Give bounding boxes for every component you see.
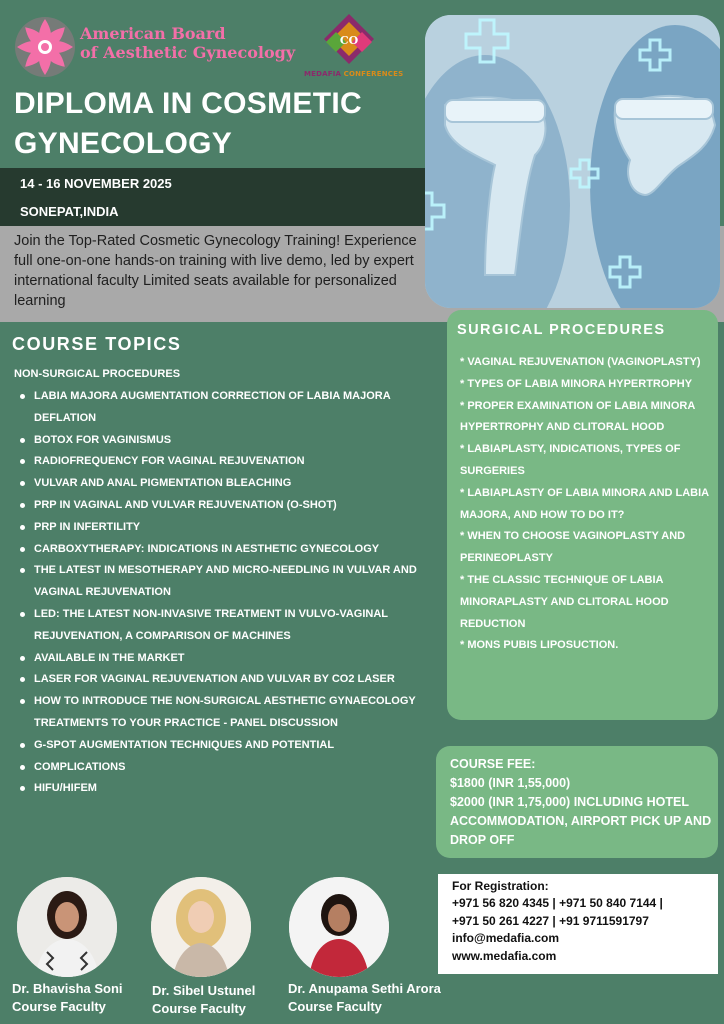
avatar-bhavisha-soni <box>17 877 117 977</box>
registration-phones-2: +971 50 261 4227 | +91 9711591797 <box>452 913 649 928</box>
aabg-lotus-logo <box>14 16 76 78</box>
gloved-hands-illustration <box>425 15 720 308</box>
faculty-1 <box>12 980 123 1016</box>
event-dates: 14 - 16 NOVEMBER 2025 <box>20 176 172 191</box>
list-item: G-SPOT AUGMENTATION TECHNIQUES AND POTENTIAL <box>20 735 430 757</box>
hero-photo-gloved-hands <box>425 15 720 308</box>
svg-text:CO: CO <box>339 34 359 47</box>
course-topics-list <box>20 386 430 800</box>
surgical-procedures-heading: SURGICAL PROCEDURES <box>457 322 666 338</box>
list-item: LED: THE LATEST NON-INVASIVE TREATMENT IN VULVO-VAGINAL REJUVENATION, A COMPARISON OF MACHINES <box>20 604 430 648</box>
board-name: American Board of Aesthetic Gynecology <box>80 24 296 62</box>
list-item: BOTOX FOR VAGINISMUS <box>20 430 430 452</box>
faculty-3 <box>288 980 441 1016</box>
list-item: RADIOFREQUENCY FOR VAGINAL REJUVENATION <box>20 451 430 473</box>
list-item: HIFU/HIFEM <box>20 778 430 800</box>
faculty-role: Course Faculty <box>12 999 106 1014</box>
list-item: LASER FOR VAGINAL REJUVENATION AND VULVAR BY CO2 LASER <box>20 669 430 691</box>
fee-option-1: $1800 (INR 1,55,000) <box>450 776 571 790</box>
list-item: COMPLICATIONS <box>20 757 430 779</box>
list-item: * TYPES OF LABIA MINORA HYPERTROPHY <box>460 377 693 390</box>
registration-label: For Registration: <box>452 879 549 893</box>
event-location: SONEPAT,INDIA <box>20 204 119 219</box>
avatar-anupama-sethi-arora <box>289 877 389 977</box>
non-surgical-subheading: NON-SURGICAL PROCEDURES <box>14 368 181 380</box>
course-fee <box>450 755 712 850</box>
conference-brand: MEDAFIA CONFERENCES <box>304 70 404 78</box>
list-item: * LABIAPLASTY OF LABIA MINORA AND LABIA MAJORA, AND HOW TO DO IT? <box>460 486 709 521</box>
list-item: AVAILABLE IN THE MARKET <box>20 648 430 670</box>
list-item: * WHEN TO CHOOSE VAGINOPLASTY AND PERINEOPLASTY <box>460 530 686 565</box>
fee-label: COURSE FEE: <box>450 757 536 771</box>
medafia-conferences-logo <box>314 12 384 67</box>
page-title: DIPLOMA IN COSMETIC GYNECOLOGY <box>14 87 362 160</box>
faculty-name: Dr. Bhavisha Soni <box>12 981 123 996</box>
registration-phones-1: +971 56 820 4345 | +971 50 840 7144 | <box>452 896 663 911</box>
faculty-role: Course Faculty <box>288 999 382 1014</box>
list-item: * PROPER EXAMINATION OF LABIA MINORA HYPERTROPHY AND CLITORAL HOOD <box>460 399 695 434</box>
faculty-portrait-1 <box>17 877 117 977</box>
list-item: VULVAR AND ANAL PIGMENTATION BLEACHING <box>20 473 430 495</box>
list-item: THE LATEST IN MESOTHERAPY AND MICRO-NEEDLING IN VULVAR AND VAGINAL REJUVENATION <box>20 560 430 604</box>
faculty-2 <box>152 982 255 1018</box>
registration-email[interactable]: info@medafia.com <box>452 931 560 946</box>
registration-info <box>452 878 714 965</box>
faculty-name: Dr. Anupama Sethi Arora <box>288 981 441 996</box>
faculty-role: Course Faculty <box>152 1001 246 1016</box>
avatar-sibel-ustunel <box>151 877 251 977</box>
list-item: * THE CLASSIC TECHNIQUE OF LABIA MINORAPLASTY AND CLITORAL HOOD REDUCTION <box>460 573 669 630</box>
surgical-procedures-list <box>460 352 716 657</box>
list-item: PRP IN VAGINAL AND VULVAR REJUVENATION (O-SHOT) <box>20 495 430 517</box>
course-topics-heading: COURSE TOPICS <box>12 334 182 354</box>
list-item: * VAGINAL REJUVENATION (VAGINOPLASTY) <box>460 356 701 368</box>
list-item: PRP IN INFERTILITY <box>20 517 430 539</box>
registration-website[interactable]: www.medafia.com <box>452 948 557 963</box>
fee-option-2: $2000 (INR 1,75,000) INCLUDING HOTEL ACCOMMODATION, AIRPORT PICK UP AND DROP OFF <box>450 795 712 847</box>
list-item: * MONS PUBIS LIPOSUCTION. <box>460 639 619 652</box>
list-item: * LABIAPLASTY, INDICATIONS, TYPES OF SURGERIES <box>460 443 681 477</box>
list-item: CARBOXYTHERAPY: INDICATIONS IN AESTHETIC GYNECOLOGY <box>20 539 430 561</box>
faculty-portrait-2 <box>151 877 251 977</box>
list-item: HOW TO INTRODUCE THE NON-SURGICAL AESTHETIC GYNAECOLOGY TREATMENTS TO YOUR PRACTICE - PANEL DISCUSSION <box>20 691 430 735</box>
list-item: LABIA MAJORA AUGMENTATION CORRECTION OF LABIA MAJORA DEFLATION <box>20 386 430 430</box>
intro-text: Join the Top-Rated Cosmetic Gynecology Training! Experience full one-on-one hands-on training with live demo, led by expert international faculty Limited seats available for personalized learning <box>14 233 417 309</box>
faculty-name: Dr. Sibel Ustunel <box>152 983 256 998</box>
faculty-portrait-3 <box>289 877 389 977</box>
